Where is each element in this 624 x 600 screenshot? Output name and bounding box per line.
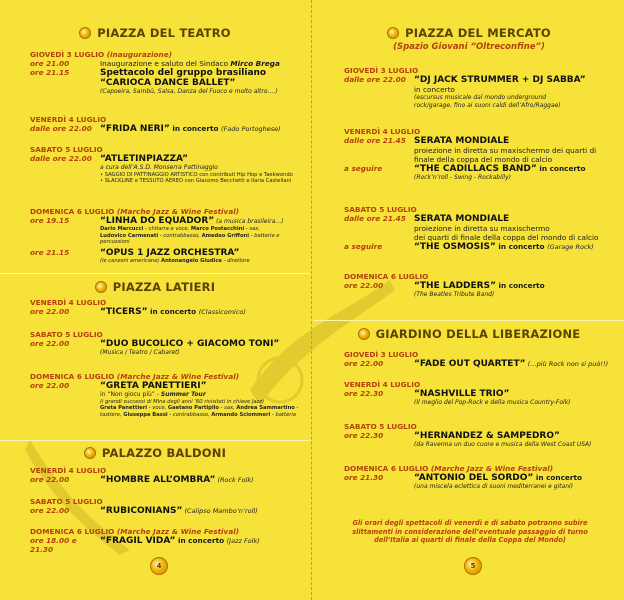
- event-day: GIOVEDÌ 3 LUGLIO: [344, 66, 419, 75]
- event-day: DOMENICA 6 LUGLIO (Marche Jazz & Wine Festival): [30, 372, 240, 381]
- event-desc: “DUO BUCOLICO + GIACOMO TONI” (Musica / Teatro / Cabaret): [100, 339, 280, 356]
- bullet-icon: [84, 447, 96, 459]
- event-day: SABATO 5 LUGLIO: [30, 497, 103, 506]
- event-block-mercato-venerdi: [344, 127, 620, 182]
- section-title: GIARDINO DELLA LIBERAZIONE: [375, 327, 581, 341]
- event-desc: “HOMBRE ALL’OMBRA” (Rock Folk): [100, 475, 254, 485]
- event-time: ore 21.15: [30, 247, 70, 257]
- event-block-teatro-venerdi: [30, 115, 306, 134]
- event-desc: “TICERS” in concerto (Classicomico): [100, 307, 246, 317]
- event-time: a seguire: [344, 242, 383, 251]
- event-time: ore 22.00: [344, 281, 384, 290]
- event-block-giardino-sabato: [344, 422, 620, 449]
- section-header-palazzo-baldoni: [0, 446, 310, 460]
- event-desc: “OPUS 1 JAZZ ORCHESTRA” (le canzoni americane) Antonangelo Giudice - direttore: [100, 247, 250, 264]
- event-time: ore 21.00: [30, 59, 70, 68]
- event-day: DOMENICA 6 LUGLIO (Marche Jazz & Wine Festival): [344, 464, 554, 473]
- event-time: dalle ore 22.00: [344, 75, 406, 84]
- event-desc: “GRETA PANETTIERI” in “Non giocu più” - Summer Tour (i grandi successi di Mina degli anni ’60 rivisitati in chiave Jazz) Greta Panettieri - voce, Gaetano Partipilo - sax, Andrea Sammartino - tastiere, Giuseppe Bassi - contrabbasso, Armando Sciommeri - batteria: [100, 381, 299, 418]
- event-day: VENERDÌ 4 LUGLIO: [344, 380, 421, 389]
- event-desc: “NASHVILLE TRIO” (Il meglio del Pop-Rock e della musica Country-Folk): [414, 389, 571, 406]
- section-header-piazza-latieri: [0, 280, 310, 294]
- event-day: DOMENICA 6 LUGLIO: [344, 272, 429, 281]
- event-day: SABATO 5 LUGLIO: [344, 205, 417, 214]
- event-desc: SERATA MONDIALE proiezione in diretta su maxischermo dei quarti di finale della coppa del mondo di calcio: [414, 214, 599, 242]
- page-number-right: 5: [464, 557, 482, 575]
- event-time: ore 18.00 e 21.30: [30, 536, 77, 554]
- event-day: GIOVEDÌ 3 LUGLIO: [344, 350, 419, 359]
- event-block-mercato-giovedi: [344, 66, 620, 109]
- event-day: VENERDÌ 4 LUGLIO: [30, 466, 107, 475]
- section-header-giardino: [314, 327, 624, 341]
- event-time: ore 19.15: [30, 216, 70, 225]
- event-time: ore 21.30: [344, 473, 384, 482]
- event-time: dalle ore 21.45: [344, 214, 406, 223]
- bullet-icon: [358, 328, 370, 340]
- event-day: SABATO 5 LUGLIO: [344, 422, 417, 431]
- event-block-mercato-domenica: [344, 272, 620, 299]
- event-block-teatro-sabato: [30, 145, 306, 185]
- event-time: ore 22.30: [344, 431, 384, 440]
- section-title: PIAZZA DEL TEATRO: [97, 26, 231, 40]
- event-time: ore 22.00: [344, 359, 384, 368]
- event-block-mercato-sabato: [344, 205, 620, 252]
- event-day: GIOVEDÌ 3 LUGLIO (inaugurazione): [30, 50, 173, 59]
- event-time: ore 22.00: [30, 307, 70, 316]
- section-title: PALAZZO BALDONI: [101, 446, 227, 460]
- event-block-teatro-domenica: [30, 207, 306, 264]
- event-block-baldoni-domenica: [30, 527, 306, 554]
- section-divider: [0, 273, 310, 274]
- section-divider: [0, 440, 310, 441]
- event-day: VENERDÌ 4 LUGLIO: [30, 115, 107, 124]
- event-block-giardino-venerdi: [344, 380, 620, 407]
- bullet-icon: [95, 281, 107, 293]
- event-desc: “THE CADILLACS BAND” in concerto (Rock’n’roll - Swing - Rockabilly): [414, 164, 586, 181]
- section-header-piazza-teatro: [0, 26, 310, 40]
- event-time: ore 22.30: [344, 389, 384, 398]
- event-block-latieri-venerdi: [30, 298, 306, 317]
- event-day: VENERDÌ 4 LUGLIO: [30, 298, 107, 307]
- event-time: dalle ore 22.00: [30, 154, 92, 163]
- bullet-icon: [387, 27, 399, 39]
- event-time: ore 22.00: [30, 339, 70, 348]
- bullet-icon: [79, 27, 91, 39]
- event-time: a seguire: [344, 164, 383, 173]
- event-day: SABATO 5 LUGLIO: [30, 145, 103, 154]
- event-time: dalle ore 21.45: [344, 136, 406, 145]
- section-divider: [314, 320, 624, 321]
- section-header-piazza-mercato: [314, 26, 624, 40]
- event-block-latieri-domenica: [30, 372, 306, 418]
- event-desc: “FADE OUT QUARTET” (…più Rock non si può!!): [414, 359, 609, 369]
- event-desc: “FRAGIL VIDA” in concerto (Jazz Folk): [100, 536, 260, 546]
- event-block-baldoni-venerdi: [30, 466, 306, 485]
- event-desc: Spettacolo del gruppo brasiliano “CARIOCA DANCE BALLET” (Capoeira, Sambù, Salsa, Danza del Fuoco e molto altro….): [100, 68, 278, 95]
- section-title: PIAZZA LATIERI: [112, 280, 216, 294]
- event-block-giardino-giovedi: [344, 350, 620, 369]
- event-desc: “ATLETINPIAZZA” a cura dell’A.S.D. Monserra Pattinaggio • SAGGIO DI PATTINAGGIO ARTISTICO con contributi Hip Hop e Taekwondo • SLACKLINE e TESSUTO AEREO con Giacomo Becchetti e Ilaria Castellani: [100, 154, 293, 185]
- event-desc: Inaugurazione e saluto del Sindaco Mirco Brega: [100, 59, 280, 68]
- event-block-latieri-sabato: [30, 330, 306, 357]
- event-desc: “ANTONIO DEL SORDO” in concerto (una miscela eclettica di suoni mediterranei e gitani): [414, 473, 582, 490]
- event-day: DOMENICA 6 LUGLIO (Marche Jazz & Wine Festival): [30, 527, 240, 536]
- event-time: ore 22.00: [30, 475, 70, 484]
- schedule-footnote: Gli orari degli spettacoli di venerdì e di sabato potranno subire slittamenti in considerazione dell’eventuale passaggio di turno dell’Italia ai quarti di finale della Coppa del Mondo): [352, 519, 588, 544]
- event-block-teatro-giovedi: [30, 50, 306, 96]
- event-time: ore 21.15: [30, 68, 70, 77]
- event-day: VENERDÌ 4 LUGLIO: [344, 127, 421, 136]
- section-subtitle: (Spazio Giovani “Oltreconfine”): [393, 42, 545, 52]
- event-desc: “THE OSMOSIS” in concerto (Garage Rock): [414, 242, 594, 252]
- event-desc: “HERNANDEZ & SAMPEDRO” (da Ravenna un duo cuore e musica della West Coast USA): [414, 431, 592, 448]
- event-day: DOMENICA 6 LUGLIO (Marche Jazz & Wine Festival): [30, 207, 240, 216]
- event-block-giardino-domenica: [344, 464, 620, 491]
- event-time: ore 22.00: [30, 506, 70, 515]
- event-desc: “LINHA DO EQUADOR” (a musica brasileira…) Dario Marcucci - chitarra e voce, Marco Postacchini - sax, Ludovico Carmenati - contrabbasso, Amedeo Griffoni - batteria e percussioni: [100, 216, 284, 246]
- left-page: [0, 0, 310, 600]
- event-desc: “DJ JACK STRUMMER + DJ SABBA” in concerto (escursus musicale dal mondo underground rock/garage, fino ai suoni caldi dell’Afro/Raggae): [414, 75, 586, 109]
- event-time: ore 22.00: [30, 381, 70, 390]
- event-desc: “FRIDA NERI” in concerto (Fado Portoghese): [100, 124, 281, 134]
- event-day: SABATO 5 LUGLIO: [30, 330, 103, 339]
- event-desc: “THE LADDERS” in concerto (The Beatles Tribute Band): [414, 281, 545, 298]
- event-desc: “RUBICONIANS” (Calipso Mambo’n’roll): [100, 506, 258, 516]
- event-block-baldoni-sabato: [30, 497, 306, 516]
- event-time: dalle ore 22.00: [30, 124, 92, 133]
- page-number-left: 4: [150, 557, 168, 575]
- page-fold-line: [311, 0, 313, 600]
- right-page: [314, 0, 624, 600]
- event-desc: SERATA MONDIALE proiezione in diretta su maxischermo dei quarti di finale della coppa del mondo di calcio: [414, 136, 597, 164]
- section-title: PIAZZA DEL MERCATO: [405, 26, 551, 40]
